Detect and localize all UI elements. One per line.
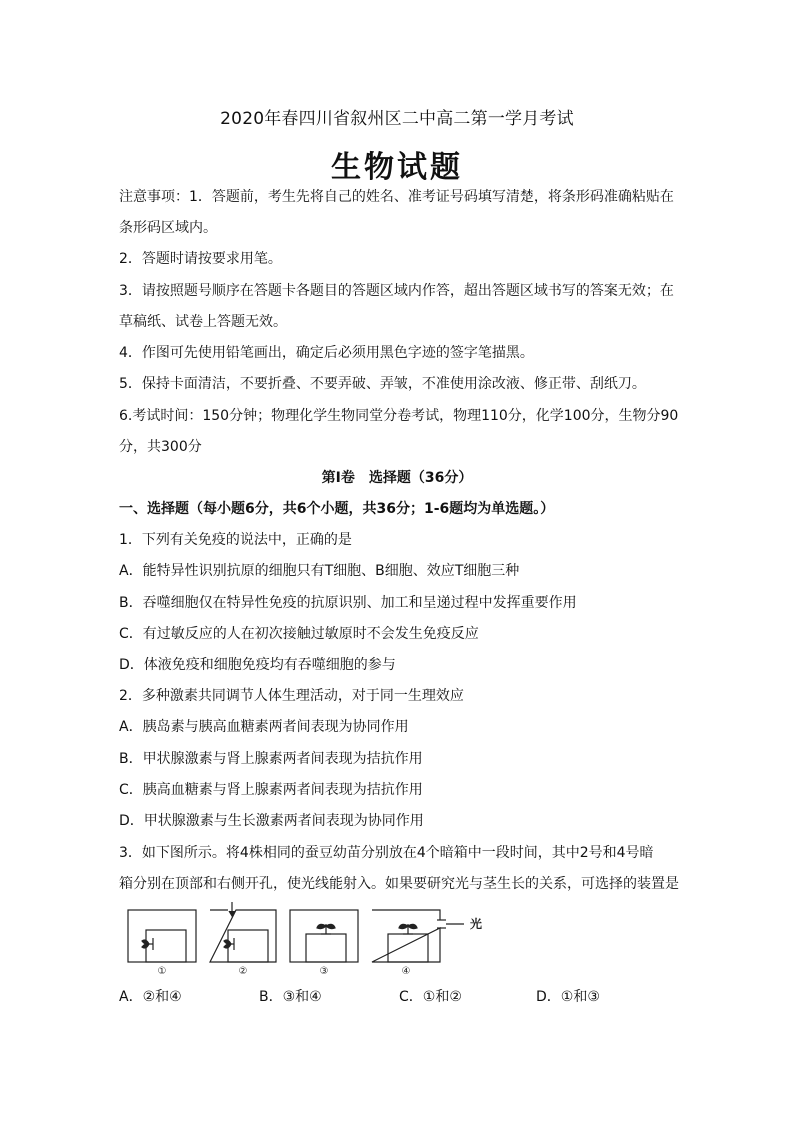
- exam-subtitle: 生物试题: [331, 150, 463, 185]
- question-line: 2．多种激素共同调节人体生理活动，对于同一生理效应: [119, 688, 464, 704]
- box-2: [210, 902, 276, 962]
- question-line: D．体液免疫和细胞免疫均有吞噬细胞的参与: [119, 657, 396, 673]
- box-3: [290, 910, 358, 962]
- question-line: B．甲状腺激素与肾上腺素两者间表现为拮抗作用: [119, 751, 423, 767]
- note-line: 6.考试时间：150分钟；物理化学生物同堂分卷考试，物理110分，化学100分，生物分90: [119, 408, 679, 424]
- note-line: 注意事项：1．答题前，考生先将自己的姓名、准考证号码填写清楚，将条形码准确粘贴在: [119, 189, 674, 205]
- option-c: C．①和②: [399, 989, 462, 1005]
- option-d: D．①和③: [536, 989, 600, 1005]
- note-line: 草稿纸、试卷上答题无效。: [119, 314, 287, 330]
- box-label-4: ④: [401, 966, 411, 976]
- part-heading: 一、选择题（每小题6分，共6个小题，共36分；1-6题均为单选题。）: [119, 501, 555, 517]
- question-line: C．胰高血糖素与肾上腺素两者间表现为拮抗作用: [119, 782, 423, 798]
- exam-title: 2020年春四川省叙州区二中高二第一学月考试: [220, 109, 574, 129]
- question-line: C．有过敏反应的人在初次接触过敏原时不会发生免疫反应: [119, 626, 479, 642]
- note-line: 4．作图可先使用铅笔画出，确定后必须用黑色字迹的签字笔描黑。: [119, 345, 534, 361]
- light-label: 光: [469, 917, 483, 931]
- note-line: 条形码区域内。: [119, 220, 217, 236]
- option-a: A．②和④: [119, 989, 182, 1005]
- note-line: 5．保持卡面清洁，不要折叠、不要弄破、弄皱，不准使用涂改液、修正带、刮纸刀。: [119, 376, 646, 392]
- note-line: 3．请按照题号顺序在答题卡各题目的答题区域内作答，超出答题区域书写的答案无效；在: [119, 283, 674, 299]
- question-line: 1．下列有关免疫的说法中，正确的是: [119, 532, 352, 548]
- question-line: A．胰岛素与胰高血糖素两者间表现为协同作用: [119, 719, 409, 735]
- question-line: B．吞噬细胞仅在特异性免疫的抗原识别、加工和呈递过程中发挥重要作用: [119, 595, 577, 611]
- question-line: D．甲状腺激素与生长激素两者间表现为协同作用: [119, 813, 424, 829]
- answer-options: [119, 986, 679, 1006]
- question-line: 箱分别在顶部和右侧开孔，使光线能射入。如果要研究光与茎生长的关系，可选择的装置是: [119, 876, 679, 892]
- box-4: [372, 910, 464, 962]
- note-line: 2．答题时请按要求用笔。: [119, 251, 282, 267]
- box-label-2: ②: [238, 966, 248, 976]
- option-b: B．③和④: [259, 989, 322, 1005]
- box-label-1: ①: [157, 966, 167, 976]
- seedling-boxes-figure: [124, 902, 494, 976]
- question-line: 3．如下图所示。将4株相同的蚕豆幼苗分别放在4个暗箱中一段时间，其中2号和4号暗: [119, 845, 654, 861]
- note-line: 分，共300分: [119, 439, 202, 455]
- section-title: 第Ⅰ卷 选择题（36分）: [321, 470, 473, 486]
- question-line: A．能特异性识别抗原的细胞只有T细胞、B细胞、效应T细胞三种: [119, 563, 520, 579]
- box-label-3: ③: [319, 966, 329, 976]
- box-1: [128, 910, 196, 962]
